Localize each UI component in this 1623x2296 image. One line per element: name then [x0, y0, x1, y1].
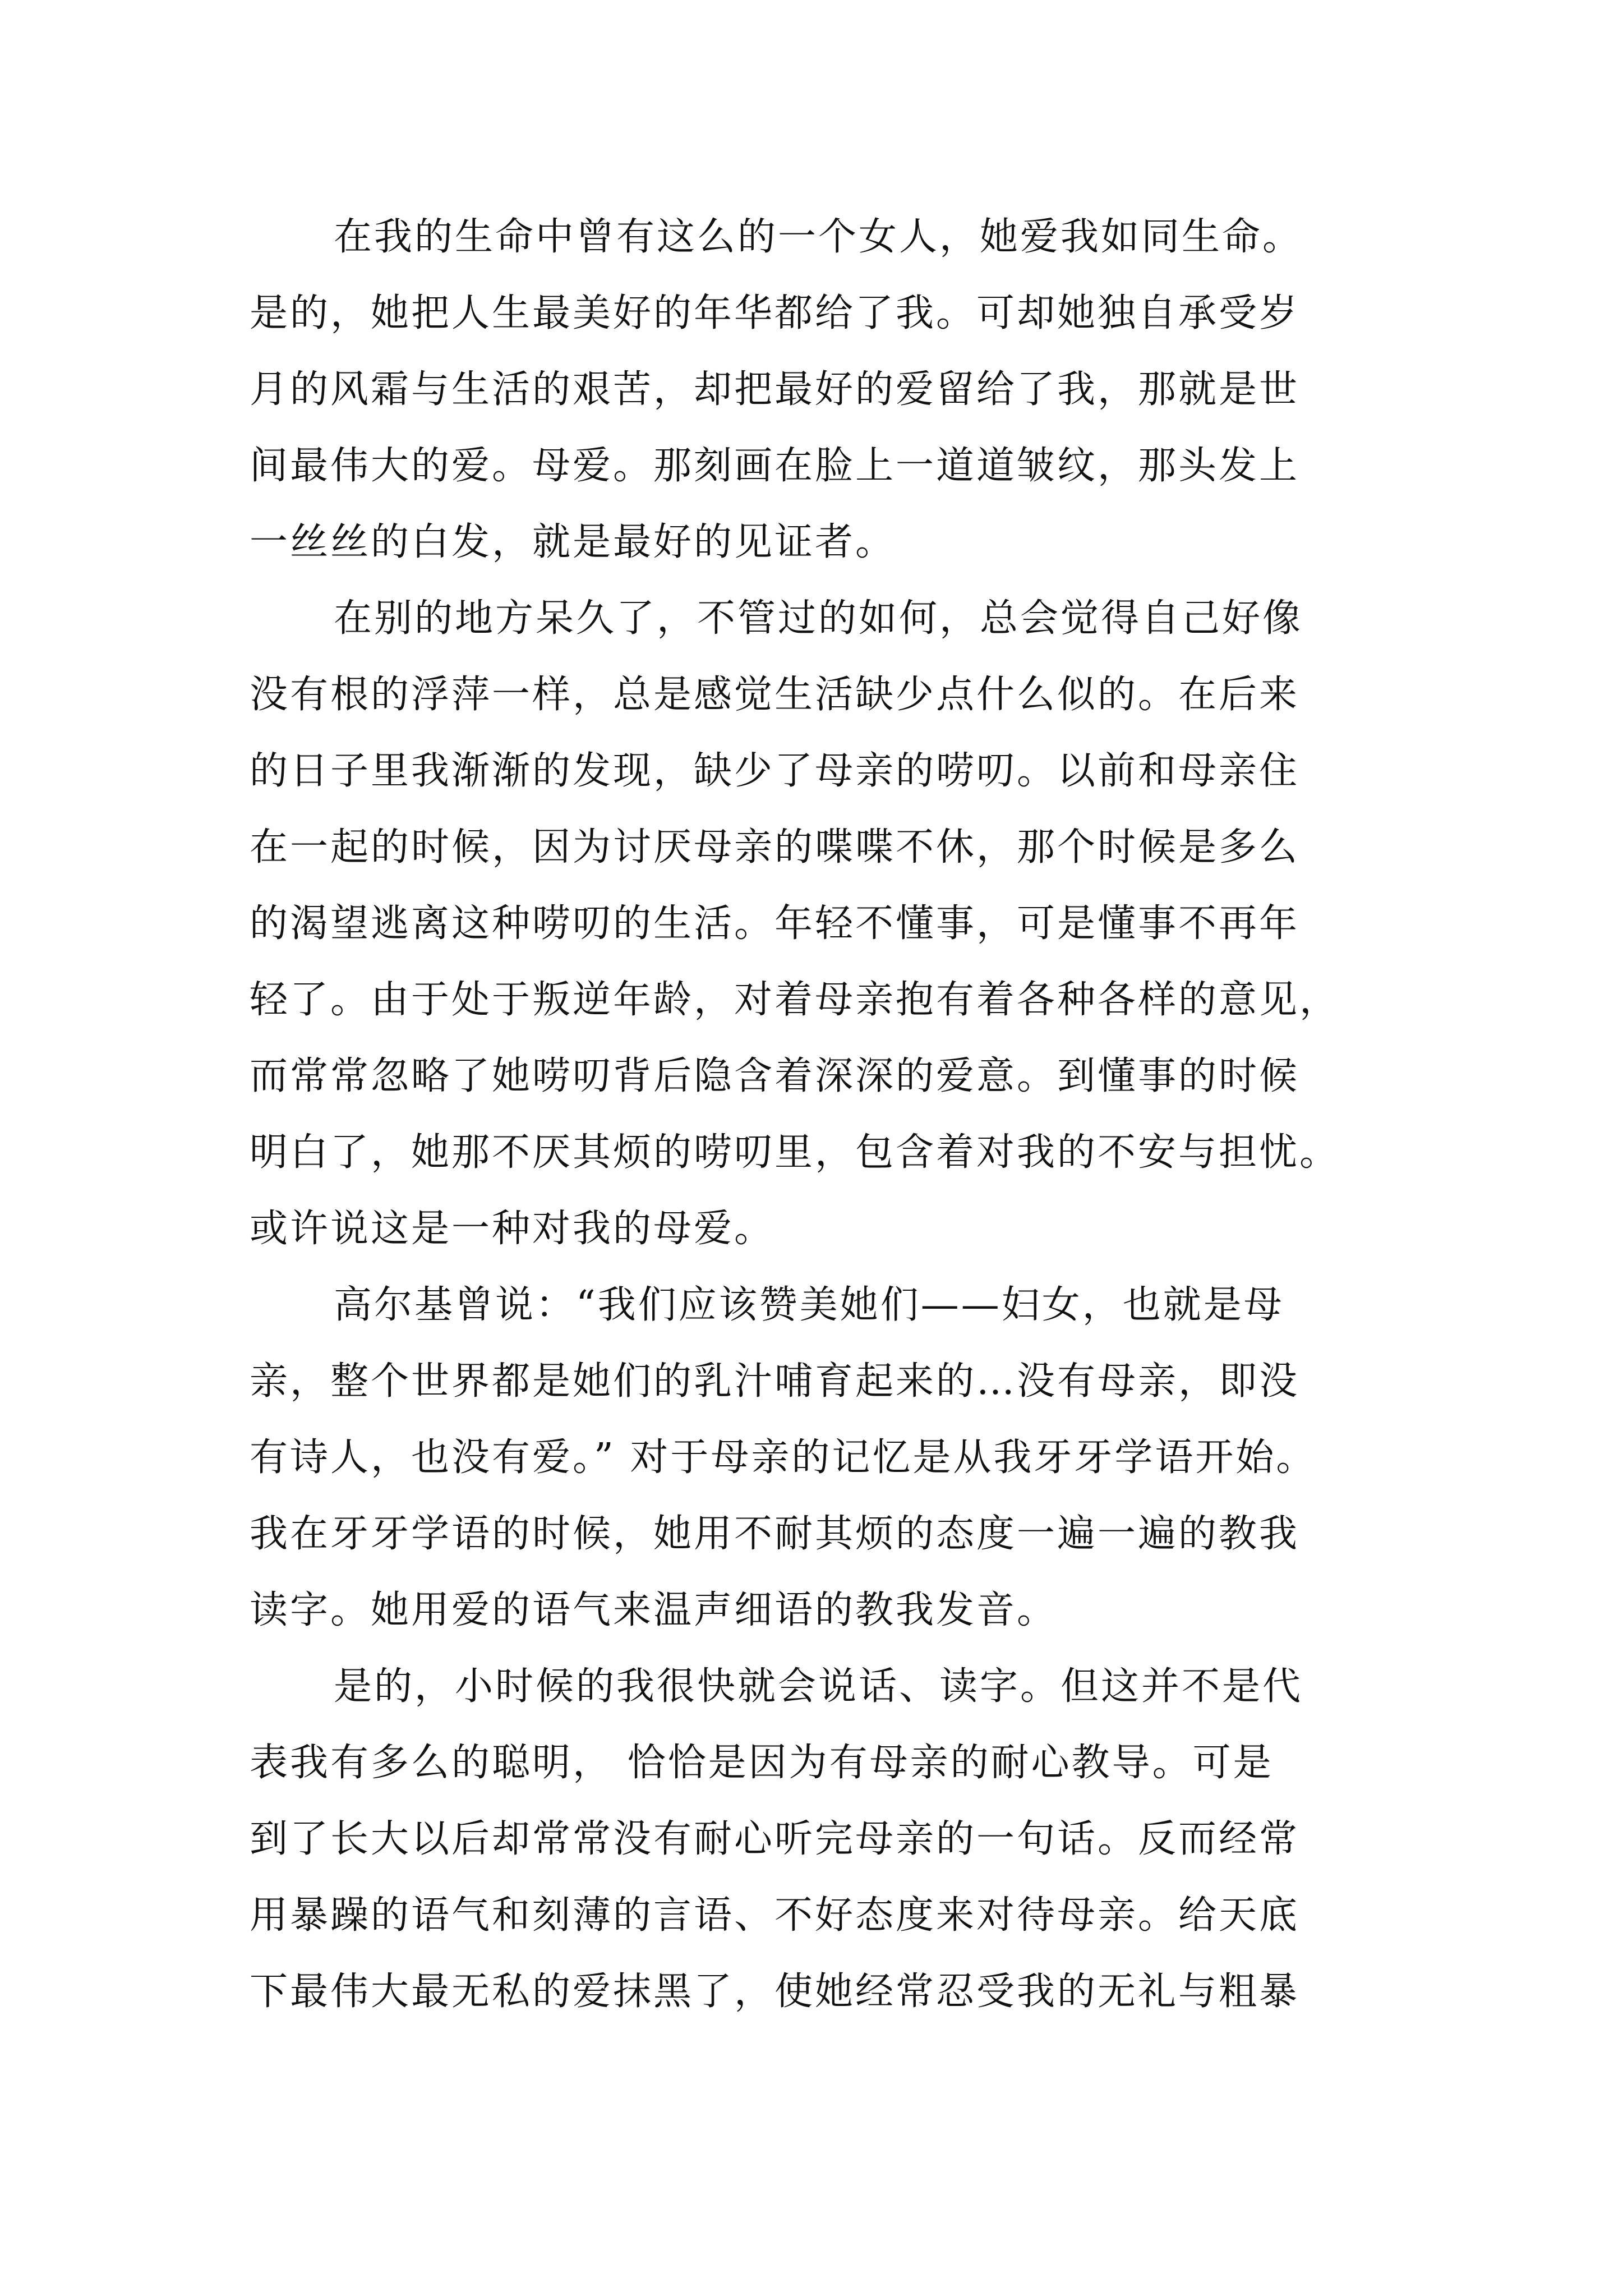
- text-line: 一丝丝的白发，就是最好的见证者。: [250, 520, 896, 564]
- text-line: 下最伟大最无私的爱抹黑了，使她经常忍受我的无礼与粗暴: [250, 1970, 1300, 2014]
- text-line: 在别的地方呆久了，不管过的如何，总会觉得自己好像: [334, 596, 1303, 641]
- text-line: 明白了，她那不厌其烦的唠叨里，包含着对我的不安与担忧。: [250, 1130, 1340, 1175]
- text-line: 亲，整个世界都是她们的乳汁哺育起来的…没有母亲，即没: [250, 1359, 1300, 1404]
- text-line: 在一起的时候，因为讨厌母亲的喋喋不休，那个时候是多么: [250, 825, 1300, 869]
- text-line: 的渴望逃离这种唠叨的生活。年轻不懂事，可是懂事不再年: [250, 901, 1300, 946]
- text-line: 或许说这是一种对我的母爱。: [250, 1207, 775, 1251]
- text-line: 有诗人，也没有爱。” 对于母亲的记忆是从我牙牙学语开始。: [250, 1435, 1317, 1480]
- essay-body: [250, 199, 1394, 2030]
- text-line: 月的风霜与生活的艰苦，却把最好的爱留给了我，那就是世: [250, 367, 1300, 412]
- text-line: 是的，小时候的我很快就会说话、读字。但这并不是代: [334, 1664, 1303, 1709]
- text-line: 而常常忽略了她唠叨背后隐含着深深的爱意。到懂事的时候: [250, 1054, 1300, 1098]
- text-line: 高尔基曾说：“我们应该赞美她们——妇女，也就是母: [334, 1283, 1284, 1327]
- text-line: 间最伟大的爱。母爱。那刻画在脸上一道道皱纹，那头发上: [250, 444, 1300, 488]
- text-line: 我在牙牙学语的时候，她用不耐其烦的态度一遍一遍的教我: [250, 1512, 1300, 1556]
- text-line: 是的，她把人生最美好的年华都给了我。可却她独自承受岁: [250, 291, 1300, 335]
- text-line: 没有根的浮萍一样，总是感觉生活缺少点什么似的。在后来: [250, 673, 1300, 717]
- text-line: 读字。她用爱的语气来温声细语的教我发音。: [250, 1588, 1058, 1632]
- text-line: 在我的生命中曾有这么的一个女人，她爱我如同生命。: [334, 215, 1303, 259]
- text-line: 表我有多么的聪明， 恰恰是因为有母亲的耐心教导。可是: [250, 1741, 1274, 1785]
- text-line: 到了长大以后却常常没有耐心听完母亲的一句话。反而经常: [250, 1817, 1300, 1861]
- text-line: 轻了。由于处于叛逆年龄，对着母亲抱有着各种各样的意见，: [250, 978, 1340, 1022]
- text-line: 的日子里我渐渐的发现，缺少了母亲的唠叨。以前和母亲住: [250, 749, 1300, 793]
- text-line: 用暴躁的语气和刻薄的言语、不好态度来对待母亲。给天底: [250, 1893, 1300, 1938]
